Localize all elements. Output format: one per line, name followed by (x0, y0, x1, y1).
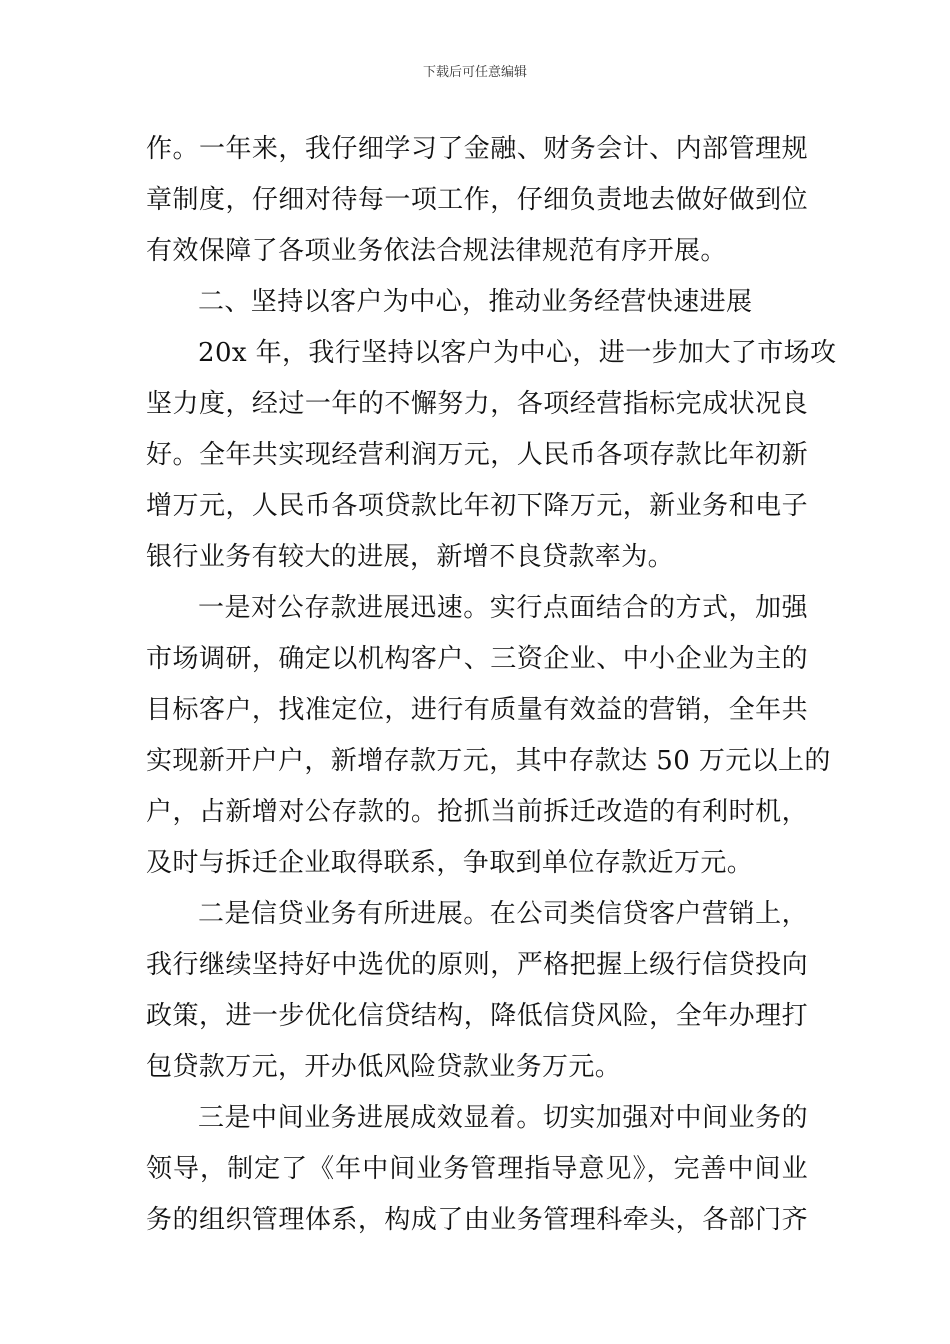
text-line: 户，占新增对公存款的。抢抓当前拆迁改造的有利时机， (146, 797, 808, 827)
text-line: 政策，进一步优化信贷结构，降低信贷风险，全年办理打 (146, 1001, 808, 1031)
text-line: 目标客户，找准定位，进行有质量有效益的营销，全年共 (146, 695, 808, 725)
text-line: 及时与拆迁企业取得联系，争取到单位存款近万元。 (146, 848, 754, 878)
text-line: 章制度，仔细对待每一项工作，仔细负责地去做好做到位 (146, 185, 808, 215)
text-line: 银行业务有较大的进展，新增不良贷款率为。 (146, 542, 675, 572)
text-line: 作。一年来，我仔细学习了金融、财务会计、内部管理规 (146, 134, 808, 164)
text-line: 一是对公存款进展迅速。实行点面结合的方式，加强 (198, 593, 808, 623)
text-line: 三是中间业务进展成效显着。切实加强对中间业务的 (198, 1103, 808, 1133)
text-line: 二是信贷业务有所进展。在公司类信贷客户营销上， (198, 899, 808, 929)
text-line: 坚力度，经过一年的不懈努力，各项经营指标完成状况良 (146, 389, 808, 419)
text-line: 市场调研，确定以机构客户、三资企业、中小企业为主的 (146, 644, 808, 674)
text-line: 实现新开户户，新增存款万元，其中存款达 50 万元以上的 (146, 746, 831, 776)
section-heading: 二、坚持以客户为中心，推动业务经营快速进展 (198, 287, 753, 317)
page-header-note: 下载后可任意编辑 (422, 65, 527, 80)
document-body (146, 124, 837, 1246)
text-line: 增万元，人民币各项贷款比年初下降万元，新业务和电子 (146, 491, 808, 521)
text-line: 包贷款万元，开办低风险贷款业务万元。 (146, 1052, 622, 1082)
text-line: 20x 年，我行坚持以客户为中心，进一步加大了市场攻 (198, 338, 837, 368)
text-line: 我行继续坚持好中选优的原则，严格把握上级行信贷投向 (146, 950, 808, 980)
text-line: 领导，制定了《年中间业务管理指导意见》，完善中间业 (146, 1154, 808, 1184)
text-line: 务的组织管理体系，构成了由业务管理科牵头，各部门齐 (146, 1205, 808, 1235)
text-line: 好。全年共实现经营利润万元，人民币各项存款比年初新 (146, 440, 808, 470)
text-line: 有效保障了各项业务依法合规法律规范有序开展。 (146, 236, 727, 266)
